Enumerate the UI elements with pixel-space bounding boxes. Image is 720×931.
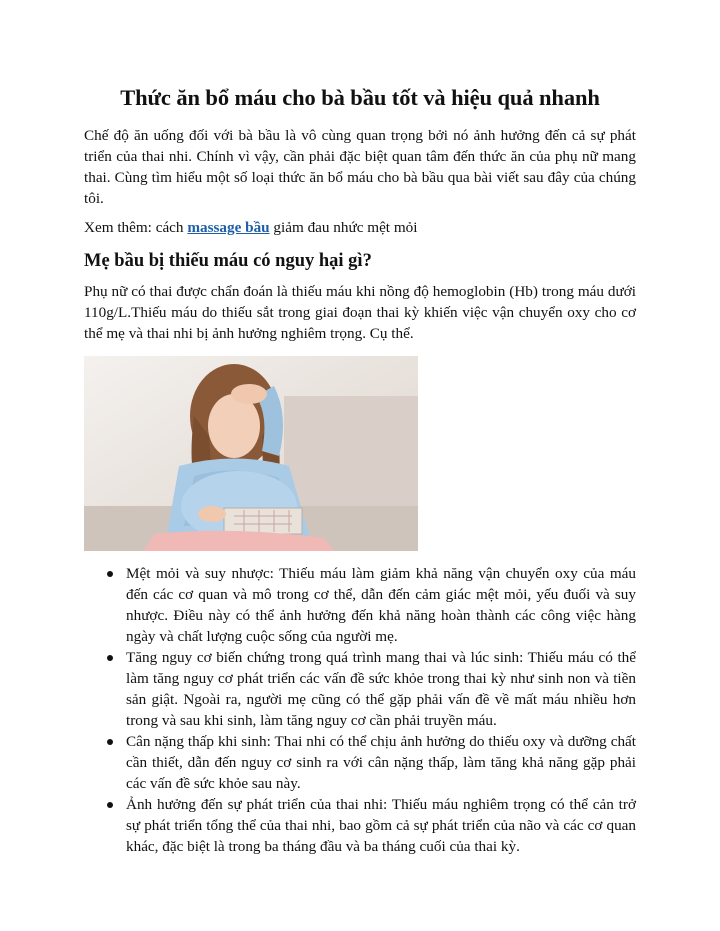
section-heading: Mẹ bầu bị thiếu máu có nguy hại gì? — [84, 251, 372, 271]
list-item — [126, 647, 636, 731]
photo-illustration — [84, 356, 418, 551]
list-item-text: Ảnh hưởng đến sự phát triển của thai nhi: Thiếu máu nghiêm trọng có thể cản trở sự phát triển tổng thể của thai nhi, bao gồm cả sự phát triển của não và các cơ quan khác, đặc biệt là trong ba tháng đầu và ba tháng cuối của thai kỳ. — [126, 796, 636, 856]
list-item — [126, 563, 636, 647]
pregnant-woman-photo — [84, 356, 418, 551]
bullet-icon — [107, 655, 113, 661]
list-item-text: Tăng nguy cơ biến chứng trong quá trình mang thai và lúc sinh: Thiếu máu có thể làm tăng nguy cơ phát triển các vấn đề sức khỏe trong thai kỳ như sinh non và tiền sản giật. Ngoài ra, người mẹ cũng có thể gặp phải vấn đề về mất máu nhiều hơn trong và sau khi sinh, làm tăng nguy cơ cần phải truyền máu. — [126, 649, 636, 730]
article-title: Thức ăn bổ máu cho bà bầu tốt và hiệu quả nhanh — [120, 85, 600, 110]
list-item — [126, 731, 636, 794]
list-item-text: Cân nặng thấp khi sinh: Thai nhi có thể chịu ảnh hưởng do thiếu oxy và dưỡng chất cần thiết, dẫn đến nguy cơ sinh ra với cân nặng thấp, làm tăng khả năng gặp phải các vấn đề sức khỏe sau này. — [126, 733, 636, 793]
bullet-icon — [107, 571, 113, 577]
see-more-prefix: Xem thêm: cách — [84, 219, 188, 236]
section-paragraph: Phụ nữ có thai được chẩn đoán là thiếu máu khi nồng độ hemoglobin (Hb) trong máu dưới 110g/L.Thiếu máu do thiếu sắt trong giai đoạn thai kỳ khiến việc vận chuyển oxy cho cơ thể mẹ và thai nhi bị ảnh hưởng nghiêm trọng. Cụ thể. — [84, 283, 636, 343]
intro-paragraph: Chế độ ăn uống đối với bà bầu là vô cùng quan trọng bởi nó ảnh hưởng đến cả sự phát triển của thai nhi. Chính vì vậy, cần phải đặc biệt quan tâm đến thức ăn của phụ nữ mang thai. Cùng tìm hiểu một số loại thức ăn bổ máu cho bà bầu qua bài viết sau đây của chúng tôi. — [84, 127, 636, 207]
bullet-icon — [107, 739, 113, 745]
list-item — [126, 794, 636, 857]
massage-link[interactable]: massage bầu — [187, 219, 270, 236]
list-item-text: Mệt mỏi và suy nhược: Thiếu máu làm giảm khả năng vận chuyển oxy của máu đến các cơ quan và mô trong cơ thể, dẫn đến cảm giác mệt mỏi, yếu đuối và suy nhược. Điều này có thể ảnh hưởng đến khả năng hoàn thành các công việc hàng ngày và chất lượng cuộc sống của người mẹ. — [126, 565, 636, 646]
see-more-suffix: giảm đau nhức mệt mỏi — [269, 219, 418, 236]
bullet-icon — [107, 802, 113, 808]
effects-list — [84, 563, 636, 857]
see-more-line — [84, 217, 636, 238]
